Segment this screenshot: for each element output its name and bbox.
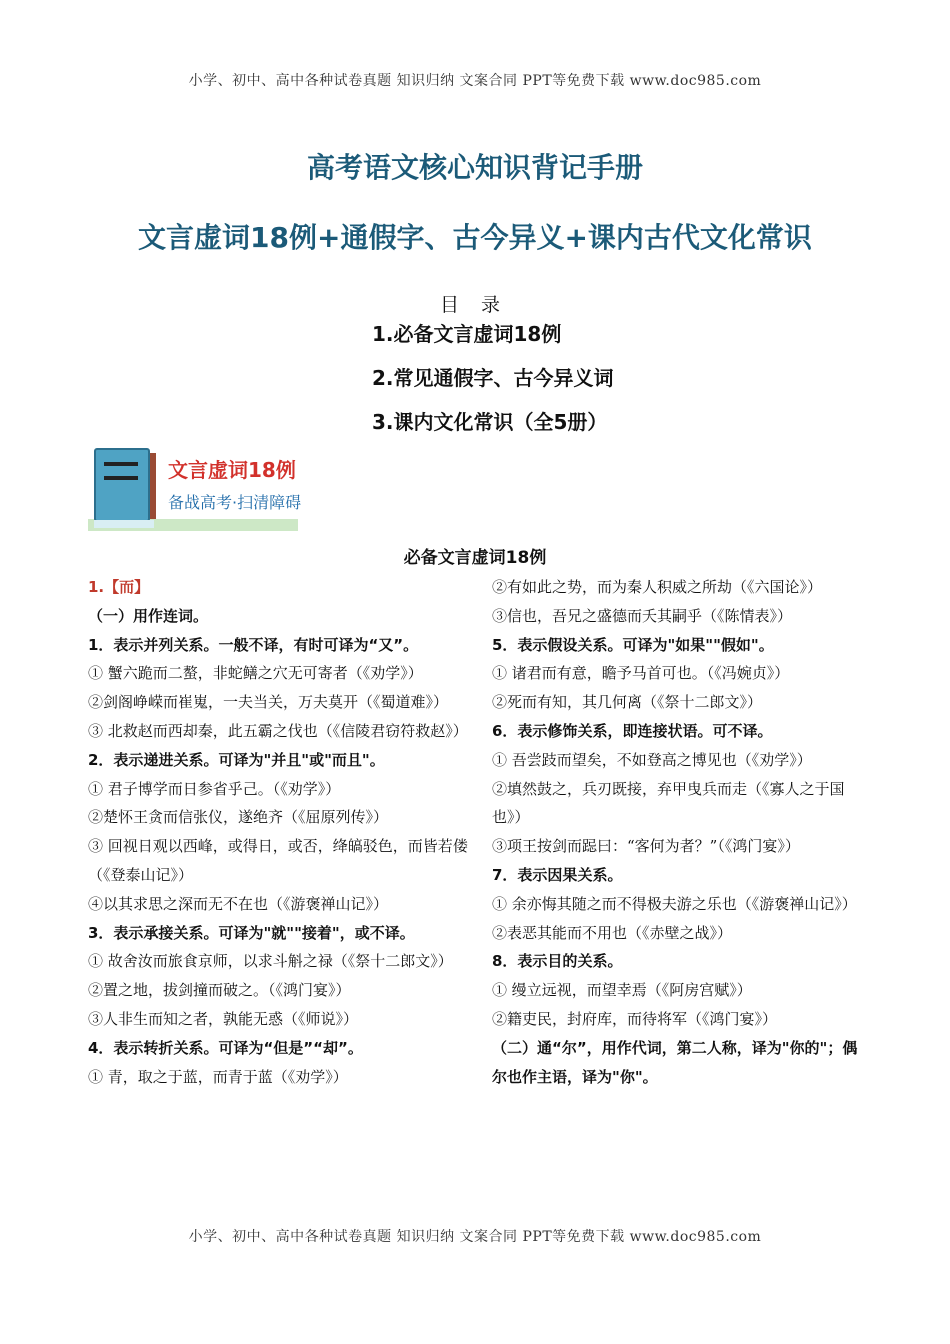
example-line: ① 缦立远视，而望幸焉（《阿房宫赋》） [492,981,752,1000]
toc-item-3[interactable]: 3.课内文化常识（全5册） [372,410,608,434]
rule-heading: 7．表示因果关系。 [492,865,623,884]
example-line: ① 青，取之于蓝，而青于蓝（《劝学》） [88,1067,348,1086]
example-line: ②死而有知，其几何离（《祭十二郎文》） [492,693,763,712]
example-line: ③ 北救赵而西却秦，此五霸之伐也（《信陵君窃符救赵》） [88,721,468,740]
example-line: ③ 回视日观以西峰，或得日，或否，绛皜驳色，而皆若偻（《登泰山记》） [88,837,468,884]
rule-heading: 8．表示目的关系。 [492,952,623,971]
rule-heading: 2．表示递进关系。可译为"并且"或"而且"。 [88,750,385,769]
rule-heading: （二）通“尔”，用作代词，第二人称，译为"你的"；偶尔也作主语，译为"你"。 [492,1038,858,1086]
rule-heading: （一）用作连词。 [88,606,209,625]
book-icon [94,448,150,522]
example-line: ① 吾尝跂而望矣，不如登高之博见也（《劝学》） [492,750,812,769]
right-column [492,573,866,1091]
example-line: ① 诸君而有意，瞻予马首可也。（《冯婉贞》） [492,664,790,683]
example-line: ① 君子博学而日参省乎己。（《劝学》） [88,779,341,798]
example-line: ① 余亦悔其随之而不得极夫游之乐也（《游褒禅山记》） [492,894,857,913]
rule-heading: 5．表示假设关系。可译为"如果""假如"。 [492,635,774,654]
rule-heading: 1．表示并列关系。一般不译，有时可译为“又”。 [88,635,419,654]
page-footer: 小学、初中、高中各种试卷真题 知识归纳 文案合同 PPT等免费下载 www.doc985.com [188,1229,762,1245]
banner-slogan: 备战高考·扫清障碍 [168,493,302,512]
example-line: ③信也，吾兄之盛德而夭其嗣乎（《陈情表》） [492,606,793,625]
example-line: ②有如此之势，而为秦人积威之所劫（《六国论》） [492,578,823,596]
example-line: ③人非生而知之者，孰能无惑（《师说》） [88,1009,359,1028]
toc-heading: 目录 [440,294,523,316]
rule-heading: 1.【而】 [88,578,150,596]
section-banner [88,446,303,534]
example-line: ③项王按剑而跽曰：“客何为者？”（《鸿门宴》） [492,837,800,856]
example-line: ① 蟹六跪而二螯，非蛇鳝之穴无可寄者（《劝学》） [88,664,423,683]
page-header: 小学、初中、高中各种试卷真题 知识归纳 文案合同 PPT等免费下载 www.doc985.com [188,73,762,89]
example-line: ②置之地，拔剑撞而破之。（《鸿门宴》） [88,981,351,1000]
banner-title: 文言虚词18例 [168,458,296,482]
left-column [88,573,468,1091]
document-title: 高考语文核心知识背记手册 [306,151,643,184]
example-line: ②填然鼓之，兵刃既接，弃甲曳兵而走（《寡人之于国也》） [492,779,845,827]
rule-heading: 6．表示修饰关系，即连接状语。可不译。 [492,721,773,740]
example-line: ① 故舍汝而旅食京师，以求斗斛之禄（《祭十二郎文》） [88,952,453,971]
toc-item-2[interactable]: 2.常见通假字、古今异义词 [372,366,614,390]
example-line: ②剑阁峥嵘而崔嵬，一夫当关，万夫莫开（《蜀道难》） [88,693,449,712]
rule-heading: 3．表示承接关系。可译为"就""接着"，或不译。 [88,923,415,942]
document-subtitle: 文言虚词18例+通假字、古今异义+课内古代文化常识 [138,221,812,254]
example-line: ②表恶其能而不用也（《赤壁之战》） [492,923,733,942]
rule-heading: 4．表示转折关系。可译为“但是”“却”。 [88,1038,363,1057]
toc-item-1[interactable]: 1.必备文言虚词18例 [372,322,562,346]
example-line: ④以其求思之深而无不在也（《游褒禅山记》） [88,894,389,913]
section-title: 必备文言虚词18例 [403,548,547,568]
example-line: ②楚怀王贪而信张仪，遂绝齐（《屈原列传》） [88,808,389,827]
example-line: ②籍吏民，封府库，而待将军（《鸿门宴》） [492,1009,778,1028]
